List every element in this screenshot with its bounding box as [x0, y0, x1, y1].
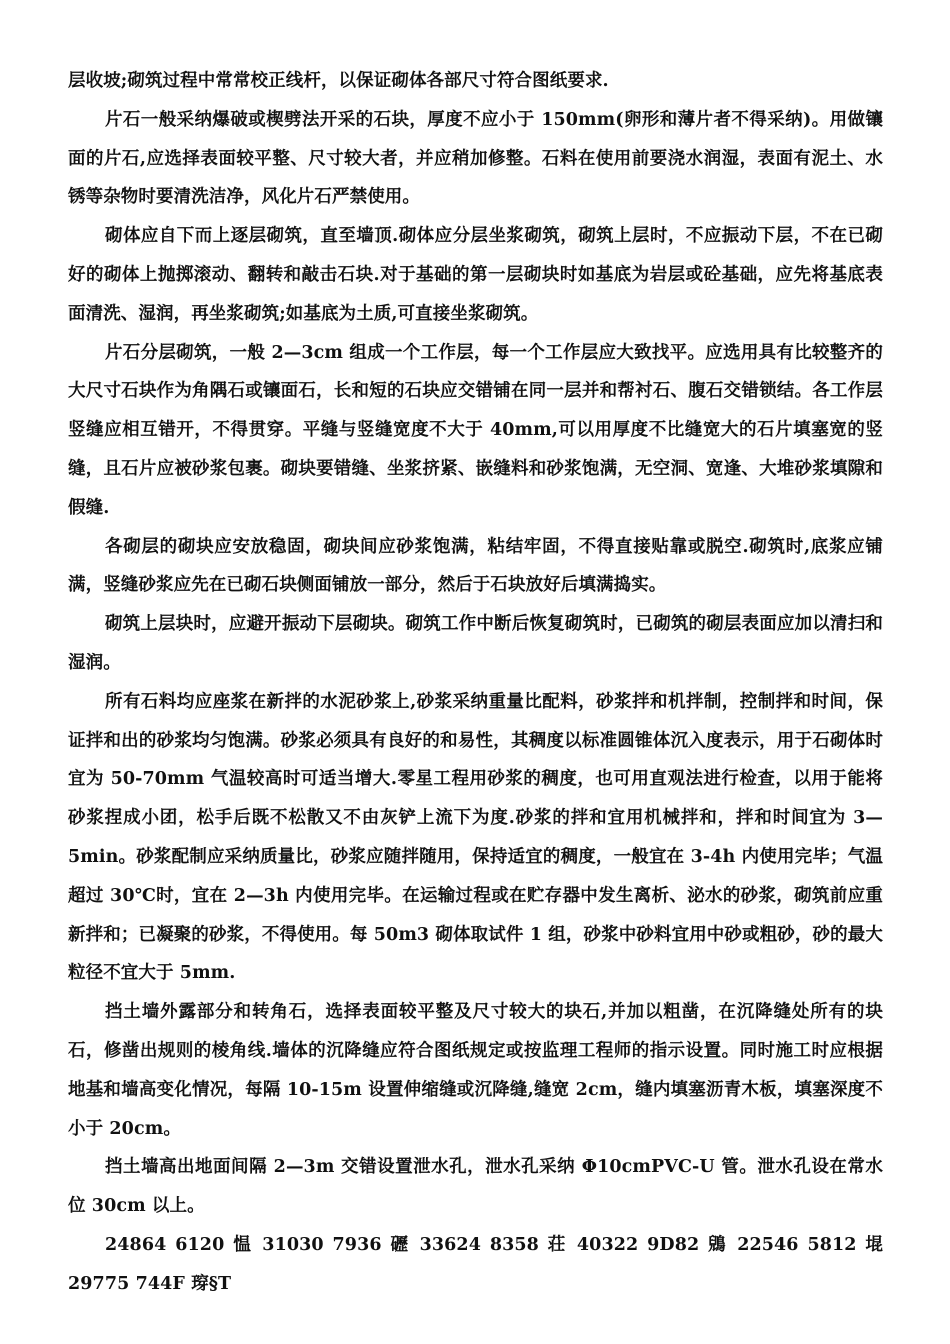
paragraph-8: 挡土墙外露部分和转角石，选择表面较平整及尺寸较大的块石,并加以粗凿，在沉降缝处所有的块石，修凿出规则的棱角线.墙体的沉降缝应符合图纸规定或按监理工程师的指示设置。同时施工时应根据地基和墙高变化情况，每隔 10-15m 设置伸缩缝或沉降缝,缝宽 2cm，缝内填塞沥青木板，填塞深度不小于 20cm。 — [68, 1002, 883, 1139]
paragraph-1: 层收坡;砌筑过程中常常校正线杆，以保证砌体各部尺寸符合图纸要求. — [68, 71, 609, 91]
paragraph-5: 各砌层的砌块应安放稳固，砌块间应砂浆饱满，粘结牢固，不得直接贴靠或脱空.砌筑时,底浆应铺满，竖缝砂浆应先在已砌石块侧面铺放一部分，然后于石块放好后填满捣实。 — [68, 536, 883, 596]
paragraph-6: 砌筑上层块时，应避开振动下层砌块。砌筑工作中断后恢复砌筑时，已砌筑的砌层表面应加以清扫和湿润。 — [68, 614, 883, 673]
paragraph-4: 片石分层砌筑，一般 2—3cm 组成一个工作层，每一个工作层应大致找平。应选用具有比较整齐的大尺寸石块作为角隅石或镶面石，长和短的石块应交错铺在同一层并和帮衬石、腹石交错锁结。各工作层竖缝应相互错开，不得贯穿。平缝与竖缝宽度不大于 40mm,可以用厚度不比缝宽大的石片填塞宽的竖缝，且石片应被砂浆包裹。砌块要错缝、坐浆挤紧、嵌缝料和砂浆饱满，无空洞、宽逢、大堆砂浆填隙和假缝. — [68, 342, 883, 518]
paragraph-3: 砌体应自下而上逐层砌筑，直至墙顶.砌体应分层坐浆砌筑，砌筑上层时，不应振动下层，不在已砌好的砌体上抛掷滚动、翻转和敲击石块.对于基础的第一层砌块时如基底为岩层或砼基础，应先将基底表面清洗、湿润，再坐浆砌筑;如基底为土质,可直接坐浆砌筑。 — [68, 226, 883, 324]
document-page — [68, 62, 883, 1304]
paragraph-10: 24864 6120 愠 31030 7936 礰 33624 8358 荘 40322 9D82 鶂 22546 5812 堒 29775 744F 瑏§T — [68, 1234, 883, 1294]
paragraph-7: 所有石料均应座浆在新拌的水泥砂浆上,砂浆采纳重量比配料，砂浆拌和机拌制，控制拌和时间，保证拌和出的砂浆均匀饱满。砂浆必须具有良好的和易性，其稠度以标准圆锥体沉入度表示，用于石砌体时宜为 50-70mm 气温较高时可适当增大.零星工程用砂浆的稠度，也可用直观法进行检查，以用于能将砂浆捏成小团，松手后既不松散又不由灰铲上流下为度.砂浆的拌和宜用机械拌和，拌和时间宜为 3—5min。砂浆配制应采纳质量比，砂浆应随拌随用，保持适宜的稠度，一般宜在 3-4h 内使用完毕；气温超过 30℃时，宜在 2—3h 内使用完毕。在运输过程或在贮存器中发生离析、泌水的砂浆，砌筑前应重新拌和；已凝聚的砂浆，不得使用。每 50m3 砌体取试件 1 组，砂浆中砂料宜用中砂或粗砂，砂的最大粒径不宜大于 5mm. — [68, 691, 883, 984]
paragraph-2: 片石一般采纳爆破或楔劈法开采的石块，厚度不应小于 150mm(卵形和薄片者不得采纳)。用做镶面的片石,应选择表面较平整、尺寸较大者，并应稍加修整。石料在使用前要浇水润湿，表面有泥土、水锈等杂物时要清洗洁净，风化片石严禁使用。 — [68, 109, 883, 208]
paragraph-9: 挡土墙高出地面间隔 2—3m 交错设置泄水孔，泄水孔采纳 Φ10cmPVC-U 管。泄水孔设在常水位 30cm 以上。 — [68, 1157, 883, 1217]
